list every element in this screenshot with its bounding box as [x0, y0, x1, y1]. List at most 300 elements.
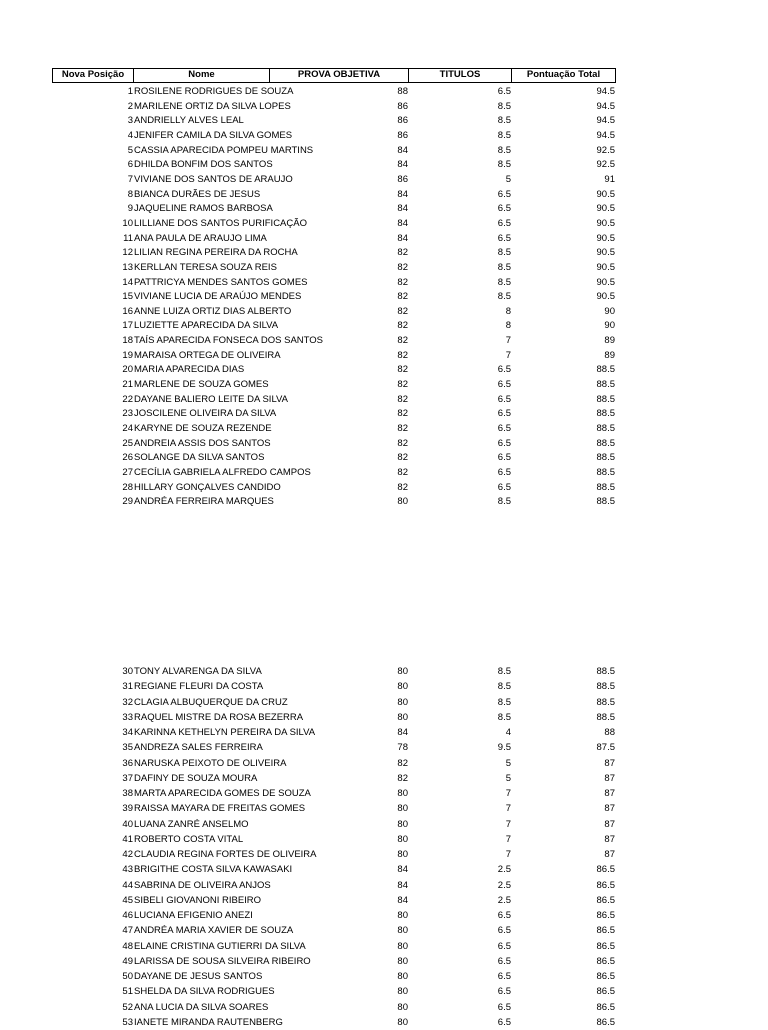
- cell-titulos: 2.5: [497, 879, 511, 891]
- cell-prova-objetiva: 86: [397, 100, 408, 112]
- cell-prova-objetiva: 84: [397, 727, 408, 738]
- cell-nome: VIVIANE LUCIA DE ARAÚJO MENDES: [134, 291, 302, 303]
- cell-pontuacao-total: 87: [604, 818, 615, 830]
- table-row: [0, 348, 768, 363]
- table-row: [0, 84, 768, 99]
- cell-titulos: 2.5: [497, 864, 511, 876]
- cell-titulos: 6.5: [497, 408, 511, 420]
- cell-posicao: 27: [122, 466, 133, 478]
- table-row: [0, 157, 768, 172]
- cell-pontuacao-total: 88.5: [596, 466, 615, 478]
- cell-posicao: 24: [122, 422, 133, 434]
- cell-titulos: 8.5: [497, 276, 511, 288]
- cell-prova-objetiva: 80: [397, 788, 408, 799]
- cell-posicao: 45: [122, 894, 133, 906]
- table-row: [0, 984, 768, 999]
- cell-nome: KARINNA KETHELYN PEREIRA DA SILVA: [134, 727, 316, 738]
- cell-nome: LUZIETTE APARECIDA DA SILVA: [134, 320, 279, 332]
- cell-prova-objetiva: 86: [397, 173, 408, 185]
- cell-pontuacao-total: 92.5: [596, 159, 615, 171]
- cell-prova-objetiva: 80: [397, 849, 408, 860]
- cell-posicao: 33: [122, 711, 133, 723]
- cell-titulos: 8.5: [497, 100, 511, 112]
- table-row: [0, 318, 768, 333]
- cell-prova-objetiva: 80: [397, 971, 408, 982]
- cell-pontuacao-total: 86.5: [596, 1016, 615, 1028]
- cell-nome: LILIAN REGINA PEREIRA DA ROCHA: [134, 247, 298, 259]
- cell-nome: DAYANE DE JESUS SANTOS: [134, 971, 263, 982]
- cell-pontuacao-total: 86.5: [596, 986, 615, 998]
- cell-titulos: 5: [505, 772, 511, 784]
- cell-pontuacao-total: 86.5: [596, 925, 615, 937]
- table-row: [0, 801, 768, 816]
- cell-titulos: 8.5: [497, 130, 511, 141]
- cell-posicao: 22: [122, 393, 133, 405]
- cell-prova-objetiva: 82: [397, 408, 408, 420]
- cell-nome: BIANCA DURÃES DE JESUS: [134, 188, 261, 200]
- cell-nome: ELAINE CRISTINA GUTIERRI DA SILVA: [134, 940, 306, 952]
- cell-nome: JOSCILENE OLIVEIRA DA SILVA: [134, 408, 277, 420]
- cell-pontuacao-total: 87: [604, 772, 615, 784]
- cell-posicao: 35: [122, 742, 133, 754]
- cell-posicao: 26: [122, 452, 133, 464]
- table-row: [0, 275, 768, 290]
- cell-posicao: 39: [122, 803, 133, 815]
- cell-titulos: 6.5: [497, 364, 511, 376]
- cell-posicao: 31: [122, 681, 133, 693]
- cell-pontuacao-total: 90.5: [596, 232, 615, 244]
- table-row: [0, 406, 768, 421]
- cell-prova-objetiva: 84: [397, 864, 408, 876]
- cell-titulos: 4: [505, 727, 511, 738]
- cell-prova-objetiva: 82: [397, 422, 408, 434]
- cell-posicao: 29: [122, 496, 133, 508]
- cell-pontuacao-total: 87.5: [596, 742, 615, 754]
- cell-pontuacao-total: 88.5: [596, 496, 615, 508]
- cell-prova-objetiva: 80: [397, 696, 408, 708]
- cell-pontuacao-total: 90.5: [596, 276, 615, 288]
- cell-pontuacao-total: 87: [604, 833, 615, 845]
- cell-posicao: 8: [127, 188, 133, 200]
- cell-nome: SABRINA DE OLIVEIRA ANJOS: [134, 879, 271, 891]
- header-posicao: Nova Posição: [52, 68, 134, 83]
- cell-titulos: 7: [505, 788, 511, 799]
- cell-titulos: 7: [505, 335, 511, 347]
- cell-titulos: 6.5: [497, 232, 511, 244]
- cell-nome: ROBERTO COSTA VITAL: [134, 833, 244, 845]
- cell-titulos: 6.5: [497, 379, 511, 390]
- cell-nome: CLAGIA ALBUQUERQUE DA CRUZ: [134, 696, 288, 708]
- cell-prova-objetiva: 88: [397, 86, 408, 97]
- table-row: [0, 304, 768, 319]
- cell-nome: SOLANGE DA SILVA SANTOS: [134, 452, 265, 464]
- cell-prova-objetiva: 82: [397, 481, 408, 493]
- cell-prova-objetiva: 80: [397, 666, 408, 677]
- cell-prova-objetiva: 82: [397, 452, 408, 464]
- cell-pontuacao-total: 90.5: [596, 247, 615, 259]
- cell-pontuacao-total: 88.5: [596, 408, 615, 420]
- cell-nome: REGIANE FLEURI DA COSTA: [134, 681, 264, 693]
- cell-posicao: 44: [122, 879, 133, 891]
- table-row: [0, 436, 768, 451]
- cell-prova-objetiva: 80: [397, 1001, 408, 1013]
- cell-prova-objetiva: 86: [397, 115, 408, 127]
- cell-posicao: 2: [127, 100, 133, 112]
- cell-titulos: 7: [505, 349, 511, 361]
- cell-nome: KARYNE DE SOUZA REZENDE: [134, 422, 272, 434]
- cell-posicao: 30: [122, 666, 133, 677]
- table-row: [0, 289, 768, 304]
- cell-prova-objetiva: 80: [397, 910, 408, 921]
- cell-posicao: 6: [127, 159, 133, 171]
- table-row: [0, 450, 768, 465]
- cell-posicao: 43: [122, 864, 133, 876]
- cell-nome: NARUSKA PEIXOTO DE OLIVEIRA: [134, 757, 287, 769]
- cell-nome: RAQUEL MISTRE DA ROSA BEZERRA: [134, 711, 304, 723]
- cell-prova-objetiva: 80: [397, 955, 408, 967]
- table-row: [0, 333, 768, 348]
- cell-posicao: 25: [122, 437, 133, 449]
- cell-prova-objetiva: 84: [397, 203, 408, 215]
- cell-titulos: 8: [505, 305, 511, 317]
- cell-prova-objetiva: 82: [397, 349, 408, 361]
- cell-prova-objetiva: 86: [397, 130, 408, 141]
- cell-pontuacao-total: 92.5: [596, 144, 615, 156]
- cell-titulos: 5: [505, 757, 511, 769]
- table-row: [0, 832, 768, 847]
- cell-posicao: 15: [122, 291, 133, 303]
- header-titulos: TITULOS: [408, 68, 512, 83]
- cell-prova-objetiva: 82: [397, 437, 408, 449]
- cell-nome: JAQUELINE RAMOS BARBOSA: [134, 203, 273, 215]
- cell-prova-objetiva: 82: [397, 335, 408, 347]
- cell-nome: MARILENE ORTIZ DA SILVA LOPES: [134, 100, 291, 112]
- table-row: [0, 99, 768, 114]
- table-row: [0, 923, 768, 938]
- cell-pontuacao-total: 88.5: [596, 711, 615, 723]
- cell-pontuacao-total: 88.5: [596, 666, 615, 677]
- cell-posicao: 46: [122, 910, 133, 921]
- table-row: [0, 664, 768, 679]
- cell-nome: SHELDA DA SILVA RODRIGUES: [134, 986, 275, 998]
- cell-posicao: 17: [122, 320, 133, 332]
- cell-posicao: 37: [122, 772, 133, 784]
- cell-posicao: 21: [122, 379, 133, 390]
- cell-posicao: 18: [122, 335, 133, 347]
- cell-pontuacao-total: 86.5: [596, 910, 615, 921]
- cell-nome: KERLLAN TERESA SOUZA REIS: [134, 261, 277, 273]
- table-row: [0, 817, 768, 832]
- cell-titulos: 8.5: [497, 496, 511, 508]
- cell-pontuacao-total: 88.5: [596, 422, 615, 434]
- cell-nome: LILLIANE DOS SANTOS PURIFICAÇÃO: [134, 217, 307, 229]
- cell-posicao: 34: [122, 727, 133, 738]
- cell-nome: HILLARY GONÇALVES CANDIDO: [134, 481, 281, 493]
- cell-pontuacao-total: 88.5: [596, 379, 615, 390]
- cell-posicao: 1: [127, 86, 133, 97]
- table-row: [0, 862, 768, 877]
- cell-pontuacao-total: 88.5: [596, 452, 615, 464]
- cell-pontuacao-total: 88.5: [596, 681, 615, 693]
- cell-pontuacao-total: 86.5: [596, 894, 615, 906]
- cell-posicao: 19: [122, 349, 133, 361]
- cell-prova-objetiva: 82: [397, 247, 408, 259]
- cell-prova-objetiva: 80: [397, 1016, 408, 1028]
- cell-pontuacao-total: 94.5: [596, 100, 615, 112]
- cell-titulos: 6.5: [497, 203, 511, 215]
- cell-posicao: 48: [122, 940, 133, 952]
- cell-prova-objetiva: 84: [397, 894, 408, 906]
- cell-prova-objetiva: 82: [397, 393, 408, 405]
- cell-prova-objetiva: 78: [397, 742, 408, 754]
- cell-pontuacao-total: 88.5: [596, 481, 615, 493]
- table-row: [0, 1000, 768, 1015]
- cell-posicao: 32: [122, 696, 133, 708]
- cell-titulos: 6.5: [497, 955, 511, 967]
- cell-pontuacao-total: 90.5: [596, 203, 615, 215]
- cell-nome: BRIGITHE COSTA SILVA KAWASAKI: [134, 864, 293, 876]
- table-row: [0, 756, 768, 771]
- cell-nome: MARLENE DE SOUZA GOMES: [134, 379, 269, 390]
- header-prova-objetiva: PROVA OBJETIVA: [269, 68, 409, 83]
- cell-prova-objetiva: 80: [397, 681, 408, 693]
- cell-prova-objetiva: 80: [397, 833, 408, 845]
- cell-nome: TONY ALVARENGA DA SILVA: [134, 666, 262, 677]
- cell-nome: ANDREIA ASSIS DOS SANTOS: [134, 437, 271, 449]
- cell-nome: ANDRÉA MARIA XAVIER DE SOUZA: [134, 925, 294, 937]
- cell-pontuacao-total: 88.5: [596, 696, 615, 708]
- cell-posicao: 42: [122, 849, 133, 860]
- cell-pontuacao-total: 91: [604, 173, 615, 185]
- cell-titulos: 9.5: [497, 742, 511, 754]
- cell-nome: VIVIANE DOS SANTOS DE ARAUJO: [134, 173, 293, 185]
- cell-prova-objetiva: 82: [397, 772, 408, 784]
- cell-nome: PATTRICYA MENDES SANTOS GOMES: [134, 276, 308, 288]
- cell-nome: DAFINY DE SOUZA MOURA: [134, 772, 258, 784]
- cell-pontuacao-total: 94.5: [596, 130, 615, 141]
- cell-posicao: 12: [122, 247, 133, 259]
- cell-prova-objetiva: 84: [397, 188, 408, 200]
- cell-nome: JENIFER CAMILA DA SILVA GOMES: [134, 130, 293, 141]
- cell-posicao: 20: [122, 364, 133, 376]
- cell-nome: ANDRIELLY ALVES LEAL: [134, 115, 244, 127]
- cell-nome: IANETE MIRANDA RAUTENBERG: [134, 1016, 283, 1028]
- table-row: [0, 392, 768, 407]
- table-row: [0, 231, 768, 246]
- cell-prova-objetiva: 82: [397, 261, 408, 273]
- table-row: [0, 740, 768, 755]
- cell-posicao: 51: [122, 986, 133, 998]
- cell-pontuacao-total: 90.5: [596, 188, 615, 200]
- cell-posicao: 3: [127, 115, 133, 127]
- cell-prova-objetiva: 82: [397, 291, 408, 303]
- cell-nome: CECÍLIA GABRIELA ALFREDO CAMPOS: [134, 466, 311, 478]
- cell-nome: CLAUDIA REGINA FORTES DE OLIVEIRA: [134, 849, 317, 860]
- cell-pontuacao-total: 86.5: [596, 971, 615, 982]
- cell-prova-objetiva: 80: [397, 818, 408, 830]
- cell-pontuacao-total: 86.5: [596, 879, 615, 891]
- cell-prova-objetiva: 82: [397, 305, 408, 317]
- cell-nome: ANA LUCIA DA SILVA SOARES: [134, 1001, 269, 1013]
- cell-posicao: 16: [122, 305, 133, 317]
- cell-prova-objetiva: 80: [397, 986, 408, 998]
- cell-titulos: 8.5: [497, 115, 511, 127]
- cell-nome: LARISSA DE SOUSA SILVEIRA RIBEIRO: [134, 955, 311, 967]
- table-row: [0, 847, 768, 862]
- cell-prova-objetiva: 82: [397, 466, 408, 478]
- table-row: [0, 725, 768, 740]
- cell-nome: ANNE LUIZA ORTIZ DIAS ALBERTO: [134, 305, 292, 317]
- cell-prova-objetiva: 82: [397, 320, 408, 332]
- cell-posicao: 41: [122, 833, 133, 845]
- cell-titulos: 8.5: [497, 247, 511, 259]
- header-pontuacao-total: Pontuação Total: [511, 68, 616, 83]
- table-row: [0, 908, 768, 923]
- table-row: [0, 128, 768, 143]
- cell-titulos: 6.5: [497, 1016, 511, 1028]
- cell-titulos: 6.5: [497, 188, 511, 200]
- cell-pontuacao-total: 90.5: [596, 217, 615, 229]
- cell-posicao: 14: [122, 276, 133, 288]
- cell-nome: LUANA ZANRÉ ANSELMO: [134, 818, 249, 830]
- cell-titulos: 8: [505, 320, 511, 332]
- cell-titulos: 8.5: [497, 261, 511, 273]
- cell-nome: ANA PAULA DE ARAUJO LIMA: [134, 232, 267, 244]
- table-row: [0, 954, 768, 969]
- table-row: [0, 377, 768, 392]
- cell-titulos: 8.5: [497, 711, 511, 723]
- cell-prova-objetiva: 84: [397, 159, 408, 171]
- cell-prova-objetiva: 82: [397, 379, 408, 390]
- table-row: [0, 710, 768, 725]
- cell-titulos: 8.5: [497, 144, 511, 156]
- table-row: [0, 421, 768, 436]
- cell-posicao: 4: [127, 130, 133, 141]
- cell-titulos: 2.5: [497, 894, 511, 906]
- cell-nome: MARTA APARECIDA GOMES DE SOUZA: [134, 788, 311, 799]
- cell-pontuacao-total: 87: [604, 757, 615, 769]
- cell-titulos: 8.5: [497, 666, 511, 677]
- cell-titulos: 6.5: [497, 986, 511, 998]
- cell-posicao: 28: [122, 481, 133, 493]
- cell-titulos: 6.5: [497, 452, 511, 464]
- cell-nome: LUCIANA EFIGENIO ANEZI: [134, 910, 253, 921]
- cell-pontuacao-total: 88.5: [596, 364, 615, 376]
- cell-titulos: 6.5: [497, 971, 511, 982]
- cell-pontuacao-total: 86.5: [596, 940, 615, 952]
- cell-titulos: 6.5: [497, 925, 511, 937]
- cell-titulos: 6.5: [497, 940, 511, 952]
- table-row: [0, 878, 768, 893]
- table-row: [0, 201, 768, 216]
- cell-posicao: 23: [122, 408, 133, 420]
- table-row: [0, 172, 768, 187]
- cell-posicao: 50: [122, 971, 133, 982]
- cell-posicao: 11: [123, 232, 133, 244]
- cell-nome: DAYANE BALIERO LEITE DA SILVA: [134, 393, 288, 405]
- table-row: [0, 143, 768, 158]
- cell-nome: ANDREZA SALES FERREIRA: [134, 742, 263, 754]
- cell-pontuacao-total: 94.5: [596, 115, 615, 127]
- table-row: [0, 465, 768, 480]
- table-row: [0, 245, 768, 260]
- cell-pontuacao-total: 89: [604, 349, 615, 361]
- cell-titulos: 7: [505, 803, 511, 815]
- cell-posicao: 47: [122, 925, 133, 937]
- cell-titulos: 8.5: [497, 291, 511, 303]
- cell-prova-objetiva: 82: [397, 364, 408, 376]
- cell-pontuacao-total: 87: [604, 849, 615, 860]
- table-row: [0, 494, 768, 509]
- cell-nome: ROSILENE RODRIGUES DE SOUZA: [134, 86, 294, 97]
- cell-pontuacao-total: 90.5: [596, 291, 615, 303]
- table-row: [0, 260, 768, 275]
- cell-posicao: 49: [122, 955, 133, 967]
- cell-prova-objetiva: 80: [397, 496, 408, 508]
- cell-titulos: 8.5: [497, 696, 511, 708]
- cell-nome: MARAISA ORTEGA DE OLIVEIRA: [134, 349, 281, 361]
- cell-posicao: 36: [122, 757, 133, 769]
- cell-posicao: 7: [127, 173, 133, 185]
- cell-prova-objetiva: 82: [397, 757, 408, 769]
- cell-nome: ANDRÉA FERREIRA MARQUES: [134, 496, 274, 508]
- cell-titulos: 6.5: [497, 466, 511, 478]
- table-row: [0, 695, 768, 710]
- cell-prova-objetiva: 80: [397, 925, 408, 937]
- cell-pontuacao-total: 90: [604, 320, 615, 332]
- cell-prova-objetiva: 80: [397, 711, 408, 723]
- cell-prova-objetiva: 84: [397, 879, 408, 891]
- cell-posicao: 38: [122, 788, 133, 799]
- cell-nome: CASSIA APARECIDA POMPEU MARTINS: [134, 144, 314, 156]
- cell-prova-objetiva: 84: [397, 232, 408, 244]
- table-row: [0, 362, 768, 377]
- cell-titulos: 7: [505, 833, 511, 845]
- cell-posicao: 10: [122, 217, 133, 229]
- cell-pontuacao-total: 94.5: [596, 86, 615, 97]
- cell-titulos: 6.5: [497, 422, 511, 434]
- cell-nome: TAÍS APARECIDA FONSECA DOS SANTOS: [134, 335, 323, 347]
- table-row: [0, 786, 768, 801]
- cell-prova-objetiva: 80: [397, 803, 408, 815]
- cell-titulos: 5: [505, 173, 511, 185]
- cell-nome: DHILDA BONFIM DOS SANTOS: [134, 159, 273, 171]
- table-row: [0, 893, 768, 908]
- cell-pontuacao-total: 86.5: [596, 1001, 615, 1013]
- cell-pontuacao-total: 90: [604, 305, 615, 317]
- cell-prova-objetiva: 82: [397, 276, 408, 288]
- table-row: [0, 113, 768, 128]
- cell-pontuacao-total: 86.5: [596, 955, 615, 967]
- cell-titulos: 7: [505, 818, 511, 830]
- cell-titulos: 6.5: [497, 86, 511, 97]
- cell-titulos: 6.5: [497, 217, 511, 229]
- table-row: [0, 187, 768, 202]
- cell-titulos: 6.5: [497, 1001, 511, 1013]
- cell-titulos: 6.5: [497, 910, 511, 921]
- cell-pontuacao-total: 90.5: [596, 261, 615, 273]
- cell-prova-objetiva: 84: [397, 217, 408, 229]
- table-row: [0, 216, 768, 231]
- table-row: [0, 969, 768, 984]
- cell-pontuacao-total: 88.5: [596, 393, 615, 405]
- cell-posicao: 53: [122, 1016, 133, 1028]
- cell-pontuacao-total: 87: [604, 803, 615, 815]
- cell-posicao: 52: [122, 1001, 133, 1013]
- table-row: [0, 771, 768, 786]
- cell-titulos: 8.5: [497, 159, 511, 171]
- cell-nome: SIBELI GIOVANONI RIBEIRO: [134, 894, 262, 906]
